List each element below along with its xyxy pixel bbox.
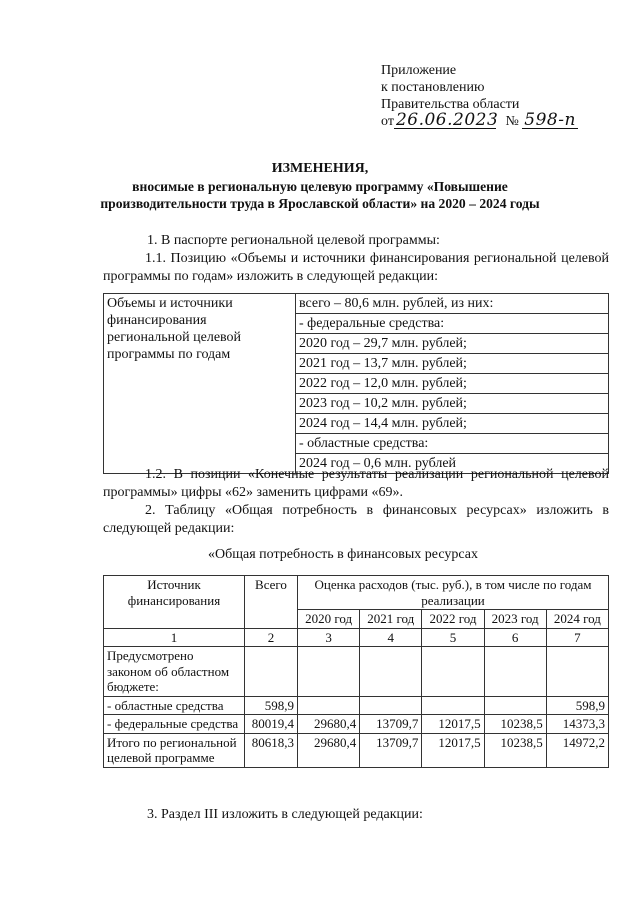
row-label: - федеральные средства [104,715,245,734]
row-value [298,696,360,715]
header-year: 2023 год [484,610,546,629]
col-number: 2 [245,628,298,647]
document-heading: ИЗМЕНЕНИЯ, [271,161,369,176]
appendix-line-1: Приложение [381,63,457,78]
document-subtitle: вносимые в региональную целевую программу «Повышение производительности труда в Ярославской области» на 2020 – 2024 годы [100,179,540,211]
row-label: Итого по региональной целевой программе [104,733,245,767]
header-estimate: Оценка расходов (тыс. руб.), в том числе по годам реализации [298,576,609,610]
passport-line: - федеральные средства: [296,314,608,334]
row-value: 598,9 [546,696,608,715]
appendix-date-line [381,110,578,130]
handwritten-number: 598-п [522,113,578,129]
col-number: 6 [484,628,546,647]
row-value [360,647,422,697]
row-value: 29680,4 [298,715,360,734]
header-year: 2020 год [298,610,360,629]
passport-line: 2021 год – 13,7 млн. рублей; [296,354,608,374]
row-value [360,696,422,715]
finance-colnum-row [104,628,609,647]
row-value: 12017,5 [422,715,484,734]
finance-table-caption: «Общая потребность в финансовых ресурсах [208,547,478,562]
header-year: 2021 год [360,610,422,629]
row-value [484,696,546,715]
row-total: 598,9 [245,696,298,715]
table-row [104,715,609,734]
row-value: 14972,2 [546,733,608,767]
number-sign: № [505,114,519,129]
passport-left-cell: Объемы и источники финансирования региональной целевой программы по годам [104,294,296,474]
header-source: Источник финансирования [104,576,245,629]
section-1-paragraph: 1. В паспорте региональной целевой программы: [147,233,440,248]
passport-line: 2023 год – 10,2 млн. рублей; [296,394,608,414]
header-total: Всего [245,576,298,629]
row-label: Предусмотрено законом об областном бюджете: [104,647,245,697]
appendix-line-2: к постановлению [381,80,485,95]
row-value: 29680,4 [298,733,360,767]
row-value: 13709,7 [360,715,422,734]
table-row [104,696,609,715]
table-row [104,647,609,697]
col-number: 5 [422,628,484,647]
appendix-line-3: Правительства области [381,97,520,112]
passport-table [103,293,609,474]
row-value [546,647,608,697]
row-value [422,696,484,715]
row-value [422,647,484,697]
section-1-1-paragraph: 1.1. Позицию «Объемы и источники финансирования региональной целевой программы по годам» изложить в следующей редакции: [103,251,609,284]
table-row [104,733,609,767]
row-total: 80019,4 [245,715,298,734]
passport-line: всего – 80,6 млн. рублей, из них: [296,294,608,314]
finance-header-row [104,576,609,610]
passport-right-cell [296,294,609,474]
row-label: - областные средства [104,696,245,715]
col-number: 3 [298,628,360,647]
passport-line: 2024 год – 14,4 млн. рублей; [296,414,608,434]
row-value: 12017,5 [422,733,484,767]
passport-line: 2020 год – 29,7 млн. рублей; [296,334,608,354]
row-value: 10238,5 [484,733,546,767]
header-year: 2024 год [546,610,608,629]
section-3-paragraph: 3. Раздел III изложить в следующей редакции: [147,807,423,822]
col-number: 1 [104,628,245,647]
handwritten-date: 26.06.2023 [395,110,499,130]
row-value [298,647,360,697]
passport-line: - областные средства: [296,434,608,454]
passport-line: 2024 год – 0,6 млн. рублей [299,456,457,471]
finance-table [103,575,609,768]
col-number: 4 [360,628,422,647]
passport-line: 2022 год – 12,0 млн. рублей; [296,374,608,394]
row-value [484,647,546,697]
row-total: 80618,3 [245,733,298,767]
row-value: 13709,7 [360,733,422,767]
section-1-2-paragraph: 1.2. В позиции «Конечные результаты реализации региональной целевой программы» цифры «62» заменить цифрами «69». [103,467,609,500]
row-value: 14373,3 [546,715,608,734]
header-year: 2022 год [422,610,484,629]
row-value: 10238,5 [484,715,546,734]
row-total [245,647,298,697]
section-2-paragraph: 2. Таблицу «Общая потребность в финансовых ресурсах» изложить в следующей редакции: [103,503,609,536]
appendix-block [381,62,578,130]
col-number: 7 [546,628,608,647]
from-prefix: от [381,114,394,129]
